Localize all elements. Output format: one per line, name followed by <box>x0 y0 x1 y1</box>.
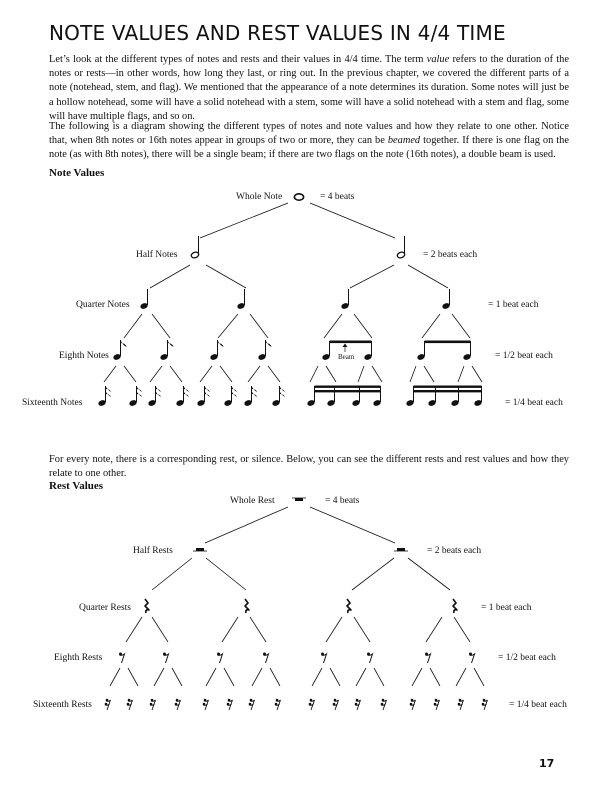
whole-note-label: Whole Note <box>236 192 283 202</box>
page-number: 17 <box>539 757 555 770</box>
quarter-note-icon <box>140 289 149 310</box>
sixteenth-rest-icon <box>227 699 233 710</box>
quarter-notes-label: Quarter Notes <box>76 300 130 310</box>
whole-note-icon <box>294 194 303 200</box>
half-note-icon <box>397 236 406 259</box>
sixteenth-note-icon <box>129 386 142 407</box>
beamed-eighth-notes-icon <box>417 341 472 361</box>
sixteenth-rests-label: Sixteenth Rests <box>33 700 92 710</box>
half-rests-label: Half Rests <box>133 546 173 556</box>
eighth-rest-icon <box>163 653 169 664</box>
beamed-sixteenth-notes-icon <box>307 386 382 407</box>
quarter-note-icon <box>341 289 350 310</box>
sixteenth-rest-icon <box>105 699 111 710</box>
rest-values-tree <box>0 490 600 720</box>
sixteenth-rest-icon <box>175 699 181 710</box>
quarter-note-icon <box>442 289 451 310</box>
quarter-rest-icon <box>453 599 457 613</box>
sixteenth-rest-icon <box>203 699 209 710</box>
whole-rest-value: = 4 beats <box>325 496 360 506</box>
eighth-rest-icon <box>119 653 125 664</box>
half-rest-icon <box>193 548 207 551</box>
intro-paragraph <box>49 53 569 124</box>
intro-text-b: refers to the duration of the notes or rests—in other words, how long they last, or ring out. In the previous chapter, we covered the different parts of a note (notehead, stem, and flag). We mentioned that the appearance of a note determines its duration. Some notes will just be a hollow notehead, some will have a solid notehead with a stem, some will have a solid notehead with a stem and flag, some will have multiple flags, and so on. <box>49 54 569 122</box>
eighth-note-icon <box>210 340 224 361</box>
rests-intro-paragraph: For every note, there is a corresponding rest, or silence. Below, you can see the different rests and rest values and how they relate to one other. <box>49 454 569 480</box>
diagram-intro-paragraph <box>49 120 569 163</box>
diagram-intro-text-a: The following is a diagram showing the different types of notes and note values and how they relate to one other. Notice that, when 8th notes or 16th notes appear in groups of two or more, they can be <box>49 121 569 147</box>
half-rests-value: = 2 beats each <box>427 546 482 556</box>
sixteenth-note-icon <box>98 386 111 407</box>
sixteenth-note-icon <box>197 386 210 407</box>
intro-text-a: Let’s look at the different types of notes and rests and their values in 4/4 time. The term <box>49 54 427 65</box>
sixteenth-notes-value: = 1/4 beat each <box>505 398 563 408</box>
tree-branch-lines <box>110 507 484 686</box>
sixteenth-rests-value: = 1/4 beat each <box>509 700 567 710</box>
quarter-rests-value: = 1 beat each <box>481 603 532 613</box>
half-note-icon <box>191 236 200 259</box>
eighth-rest-icon <box>367 653 373 664</box>
sixteenth-rest-icon <box>309 699 315 710</box>
quarter-notes-value: = 1 beat each <box>488 300 539 310</box>
quarter-rests-label: Quarter Rests <box>79 603 131 613</box>
diagram-intro-text-b: together. If there is one flag on the note (as with 8th notes), there will be a single beam; if there are two flags on the note (16th notes), a double beam is used. <box>49 135 569 161</box>
sixteenth-rest-icon <box>275 699 281 710</box>
eighth-note-icon <box>113 340 127 361</box>
eighth-rest-icon <box>263 653 269 664</box>
eighth-note-icon <box>160 340 174 361</box>
eighth-note-icon <box>258 340 272 361</box>
sixteenth-rest-icon <box>434 699 440 710</box>
sixteenth-rest-icon <box>249 699 255 710</box>
eighth-notes-label: Eighth Notes <box>59 351 109 361</box>
quarter-note-icon <box>237 289 246 310</box>
eighth-notes-value: = 1/2 beat each <box>495 351 553 361</box>
sixteenth-rest-icon <box>127 699 133 710</box>
sixteenth-rest-icon <box>458 699 464 710</box>
eighth-rests-group <box>119 653 475 664</box>
eighth-rest-icon <box>217 653 223 664</box>
beam-arrow-icon <box>343 344 348 353</box>
half-notes-label: Half Notes <box>136 250 178 260</box>
sixteenth-rest-icon <box>333 699 339 710</box>
note-values-tree <box>0 180 600 420</box>
sixteenth-note-icon <box>176 386 189 407</box>
quarter-rest-icon <box>145 599 149 613</box>
beamed-sixteenth-notes-icon <box>406 386 483 407</box>
intro-emphasis: value <box>426 54 450 65</box>
rest-values-heading: Rest Values <box>49 480 104 492</box>
whole-rest-label: Whole Rest <box>230 496 275 506</box>
beam-label: Beam <box>338 353 355 361</box>
eighth-rest-icon <box>321 653 327 664</box>
sixteenth-rest-icon <box>150 699 156 710</box>
quarter-rest-icon <box>347 599 351 613</box>
sixteenth-note-icon <box>224 386 237 407</box>
eighth-rests-label: Eighth Rests <box>54 653 103 663</box>
quarter-rests-group <box>145 599 457 613</box>
sixteenth-note-icon <box>244 386 257 407</box>
whole-note-value: = 4 beats <box>320 192 355 202</box>
eighth-rest-icon <box>425 653 431 664</box>
sixteenth-rest-icon <box>355 699 361 710</box>
sixteenth-notes-group <box>98 386 285 407</box>
tree-branch-lines <box>104 203 482 382</box>
half-rest-icon <box>394 548 408 551</box>
whole-rest-icon <box>292 498 306 501</box>
note-values-heading: Note Values <box>49 167 105 179</box>
page-title: NOTE VALUES AND REST VALUES IN 4/4 TIME <box>49 21 506 45</box>
diagram-intro-emphasis: beamed <box>387 135 421 147</box>
sixteenth-rest-icon <box>410 699 416 710</box>
sixteenth-notes-label: Sixteenth Notes <box>22 398 83 408</box>
eighth-rests-value: = 1/2 beat each <box>498 653 556 663</box>
sixteenth-note-icon <box>148 386 161 407</box>
sixteenth-rest-icon <box>381 699 387 710</box>
eighth-rest-icon <box>469 653 475 664</box>
half-notes-value: = 2 beats each <box>423 250 478 260</box>
sixteenth-note-icon <box>272 386 285 407</box>
quarter-rest-icon <box>245 599 249 613</box>
sixteenth-rests-group <box>105 699 488 710</box>
sixteenth-rest-icon <box>482 699 488 710</box>
